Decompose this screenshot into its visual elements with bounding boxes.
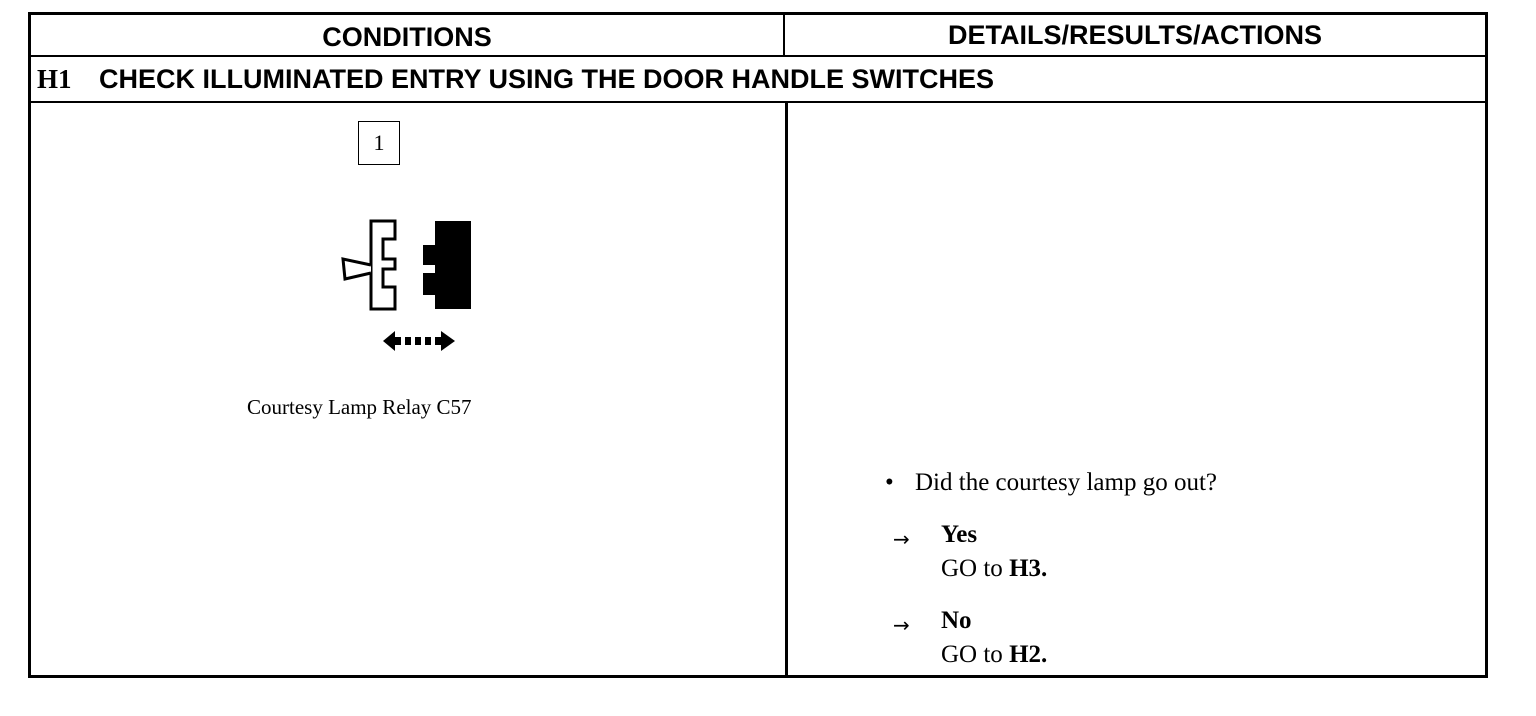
column-divider: [785, 103, 788, 675]
right-arrow-icon: →: [893, 527, 910, 551]
answer-yes-action: [941, 555, 1047, 583]
step-title-row: [31, 57, 1485, 103]
answer-no-label: No: [941, 607, 972, 634]
question-bullet: •: [885, 469, 894, 496]
answer-yes-label: Yes: [941, 521, 978, 548]
header-conditions: CONDITIONS: [31, 15, 785, 55]
relay-connector-icon: [335, 215, 475, 370]
answer-yes-action-target: H3.: [1009, 555, 1048, 582]
step-number-box: 1: [358, 121, 400, 165]
procedure-table: [28, 12, 1488, 678]
header-details: DETAILS/RESULTS/ACTIONS: [947, 19, 1322, 50]
answer-no-action-prefix: GO to: [941, 641, 1003, 668]
question-text: Did the courtesy lamp go out?: [915, 469, 1218, 496]
relay-caption: Courtesy Lamp Relay C57: [247, 395, 472, 419]
answer-no-action-target: H2.: [1009, 641, 1048, 668]
step-title: CHECK ILLUMINATED ENTRY USING THE DOOR HANDLE SWITCHES: [99, 63, 995, 94]
right-arrow-icon: →: [893, 613, 910, 637]
answer-yes-action-prefix: GO to: [941, 555, 1003, 582]
step-id: H1: [37, 63, 72, 94]
table-header-row: [31, 15, 1485, 57]
answer-no-action: [941, 641, 1047, 669]
